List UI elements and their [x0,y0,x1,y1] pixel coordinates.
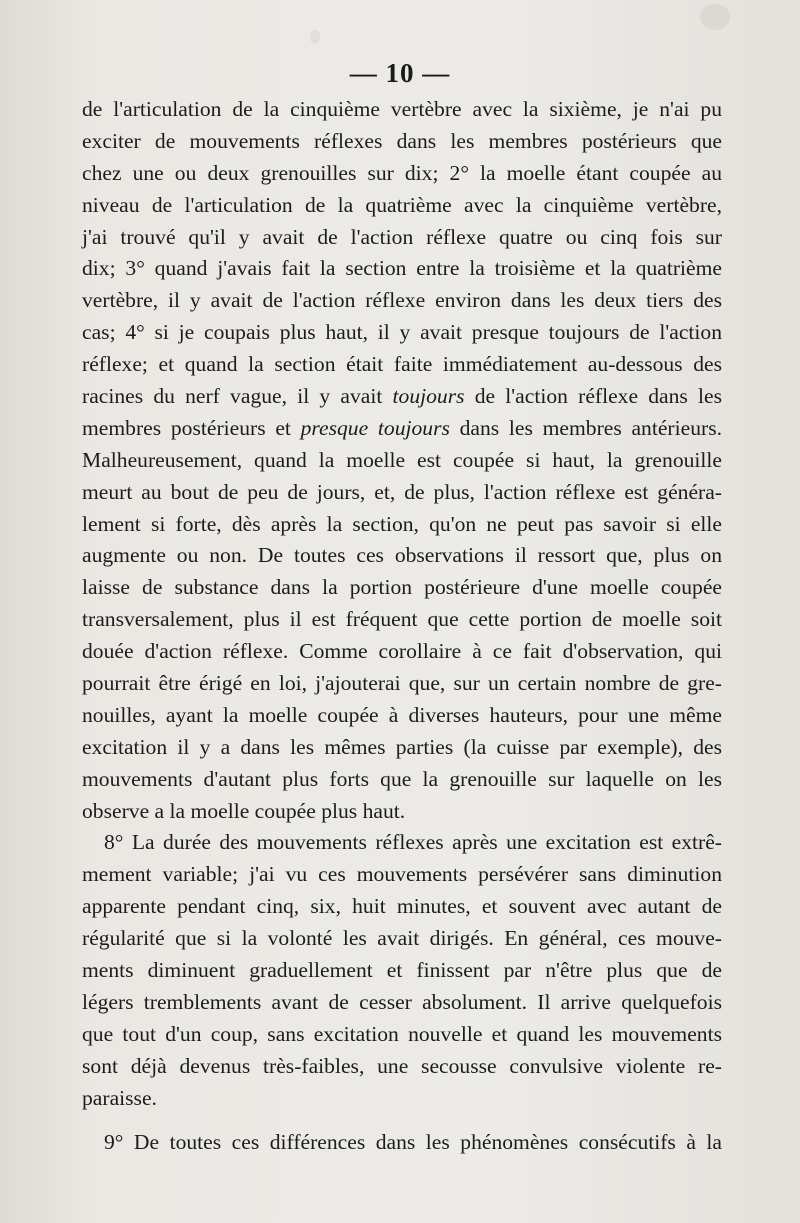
text-line [82,413,722,445]
text-line: que tout d'un coup, sans excitation nouvelle et quand les mouvements [82,1021,722,1046]
text-line: j'ai trouvé qu'il y avait de l'action réflexe quatre ou cinq fois sur [82,224,722,249]
text-line: paraisse. [82,1085,157,1110]
text-line: laisse de substance dans la portion postérieure d'une moelle coupée [82,575,722,600]
text-line: meurt au bout de peu de jours, et, de plus, l'action réflexe est généra- [82,479,722,504]
text-line: lement si forte, dès après la section, qu'on ne peut pas savoir si elle [82,511,722,536]
text-line: augmente ou non. De toutes ces observations il ressort que, plus on [82,543,722,568]
text-line: vertèbre, il y avait de l'action réflexe environ dans les deux tiers des [82,288,722,313]
text-line: réflexe; et quand la section était faite immédiatement au-dessous des [82,352,722,377]
text-line: chez une ou deux grenouilles sur dix; 2° la moelle étant coupée au [82,160,722,185]
text-span: racines du nerf vague, il y avait [82,384,393,409]
text-span: dans les membres antérieurs. [449,415,722,440]
italic-text: toujours [392,384,465,409]
text-line: niveau de l'articulation de la quatrième avec la cinquième vertèbre, [82,192,722,217]
body-text [82,94,722,1158]
text-line: dix; 3° quand j'avais fait la section entre la troisième et la quatrième [82,256,722,281]
text-line: excitation il y a dans les mêmes parties (la cuisse par exemple), des [82,734,722,759]
text-line: légers tremblements avant de cesser absolument. Il arrive quelquefois [82,989,722,1014]
text-line: mement variable; j'ai vu ces mouvements persévérer sans diminution [82,862,722,887]
text-line: de l'articulation de la cinquième vertèbre avec la sixième, je n'ai pu [82,97,722,121]
text-line: observe a la moelle coupée plus haut. [82,798,406,823]
text-line: 8° La durée des mouvements réflexes après une excitation est extrê- [104,830,722,855]
text-line: pourrait être érigé en loi, j'ajouterai que, sur un certain nombre de gre- [82,671,722,696]
paper-stain [310,30,320,44]
text-line: nouilles, ayant la moelle coupée à diverses hauteurs, pour une même [82,702,722,727]
text-line: mouvements d'autant plus forts que la grenouille sur laquelle on les [82,766,722,791]
page-number: — 10 — [349,58,451,88]
text-line: sont déjà devenus très-faibles, une secousse convulsive violente re- [82,1053,722,1078]
text-line: ments diminuent graduellement et finissent par n'être plus que de [82,958,722,983]
text-line: transversalement, plus il est fréquent que cette portion de moelle soit [82,607,722,632]
text-span: membres postérieurs et [82,415,301,440]
text-line: régularité que si la volonté les avait dirigés. En général, ces mouve- [82,926,722,951]
text-line: apparente pendant cinq, six, huit minutes, et souvent avec autant de [82,894,722,919]
italic-text: presque toujours [300,415,450,440]
text-line: douée d'action réflexe. Comme corollaire à ce fait d'observation, qui [82,639,722,664]
text-span: de l'action réflexe dans les [464,384,722,409]
text-line: 9° De toutes ces différences dans les phénomènes consécutifs à la [104,1129,722,1154]
text-line: exciter de mouvements réflexes dans les membres postérieurs que [82,128,722,153]
paper-stain [700,4,730,30]
text-line: Malheureusement, quand la moelle est coupée si haut, la grenouille [82,447,722,472]
text-line: cas; 4° si je coupais plus haut, il y avait presque toujours de l'action [82,320,722,345]
text-line [82,381,722,413]
